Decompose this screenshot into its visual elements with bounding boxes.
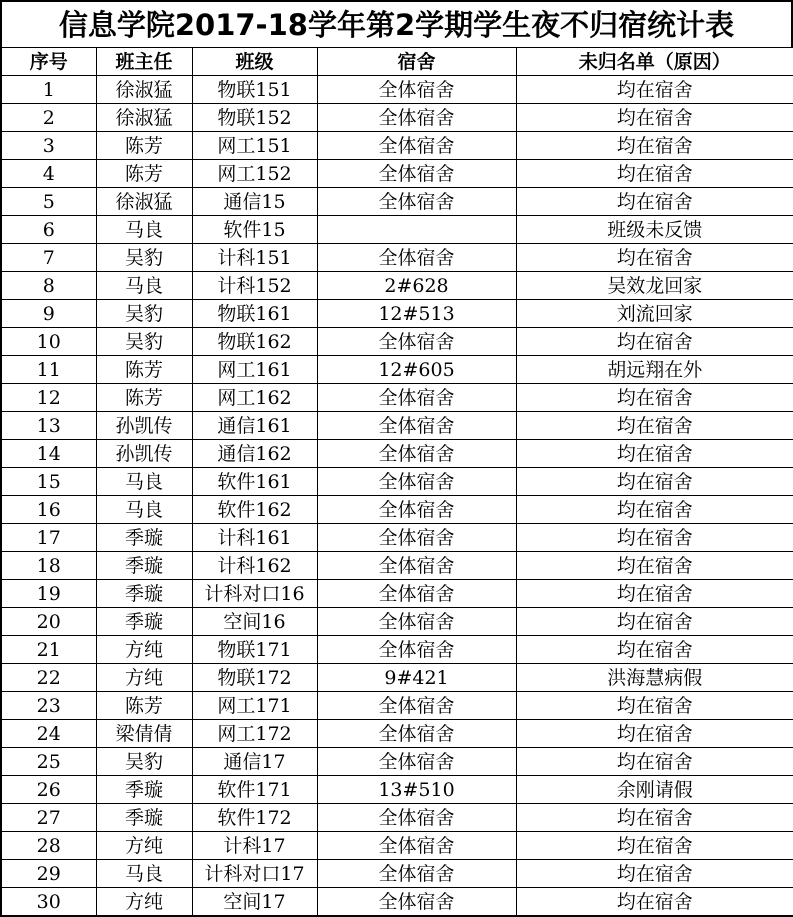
cell-absent: 余刚请假: [516, 776, 793, 804]
cell-class: 计科对口17: [192, 860, 317, 888]
table-row: [1, 328, 793, 356]
cell-class: 计科152: [192, 272, 317, 300]
col-header-dorm: 宿舍: [317, 48, 516, 76]
cell-class: 软件161: [192, 468, 317, 496]
cell-dorm: 全体宿舍: [317, 860, 516, 888]
cell-class: 物联171: [192, 636, 317, 664]
cell-absent: 均在宿舍: [516, 860, 793, 888]
cell-no: 19: [1, 580, 96, 608]
cell-dorm: 全体宿舍: [317, 804, 516, 832]
cell-teacher: 季璇: [96, 552, 192, 580]
cell-teacher: 徐淑猛: [96, 104, 192, 132]
table-row: [1, 524, 793, 552]
table-row: [1, 636, 793, 664]
cell-absent: 均在宿舍: [516, 76, 793, 104]
cell-dorm: 全体宿舍: [317, 412, 516, 440]
cell-teacher: 陈芳: [96, 384, 192, 412]
cell-dorm: 12#513: [317, 300, 516, 328]
cell-teacher: 徐淑猛: [96, 188, 192, 216]
cell-dorm: [317, 216, 516, 244]
cell-teacher: 方纯: [96, 636, 192, 664]
cell-dorm: 全体宿舍: [317, 104, 516, 132]
cell-dorm: 全体宿舍: [317, 748, 516, 776]
table-row: [1, 608, 793, 636]
cell-no: 11: [1, 356, 96, 384]
table-row: [1, 692, 793, 720]
col-header-absent: 未归名单（原因）: [516, 48, 793, 76]
col-header-teacher: 班主任: [96, 48, 192, 76]
cell-no: 23: [1, 692, 96, 720]
cell-absent: 均在宿舍: [516, 720, 793, 748]
cell-class: 网工161: [192, 356, 317, 384]
cell-teacher: 徐淑猛: [96, 76, 192, 104]
cell-dorm: 全体宿舍: [317, 76, 516, 104]
cell-class: 空间17: [192, 888, 317, 917]
cell-dorm: 全体宿舍: [317, 580, 516, 608]
cell-dorm: 全体宿舍: [317, 888, 516, 917]
table-row: [1, 104, 793, 132]
cell-dorm: 13#510: [317, 776, 516, 804]
cell-no: 28: [1, 832, 96, 860]
cell-absent: 均在宿舍: [516, 160, 793, 188]
cell-no: 2: [1, 104, 96, 132]
cell-no: 5: [1, 188, 96, 216]
cell-absent: 均在宿舍: [516, 636, 793, 664]
cell-teacher: 马良: [96, 468, 192, 496]
cell-teacher: 季璇: [96, 776, 192, 804]
cell-teacher: 陈芳: [96, 132, 192, 160]
cell-absent: 均在宿舍: [516, 440, 793, 468]
cell-class: 空间16: [192, 608, 317, 636]
table-row: [1, 776, 793, 804]
table-row: [1, 832, 793, 860]
cell-dorm: 12#605: [317, 356, 516, 384]
cell-no: 27: [1, 804, 96, 832]
cell-class: 计科161: [192, 524, 317, 552]
cell-class: 网工172: [192, 720, 317, 748]
cell-class: 网工162: [192, 384, 317, 412]
cell-dorm: 全体宿舍: [317, 832, 516, 860]
cell-dorm: 全体宿舍: [317, 384, 516, 412]
cell-teacher: 陈芳: [96, 692, 192, 720]
table-row: [1, 188, 793, 216]
col-header-class: 班级: [192, 48, 317, 76]
table-row: [1, 160, 793, 188]
table-row: [1, 580, 793, 608]
cell-teacher: 方纯: [96, 888, 192, 917]
table-row: [1, 804, 793, 832]
cell-no: 30: [1, 888, 96, 917]
cell-dorm: 全体宿舍: [317, 552, 516, 580]
cell-dorm: 9#421: [317, 664, 516, 692]
cell-teacher: 马良: [96, 860, 192, 888]
table-row: [1, 76, 793, 104]
cell-no: 7: [1, 244, 96, 272]
cell-class: 软件172: [192, 804, 317, 832]
cell-teacher: 吴豹: [96, 244, 192, 272]
table-row: [1, 468, 793, 496]
cell-no: 13: [1, 412, 96, 440]
cell-absent: 均在宿舍: [516, 384, 793, 412]
cell-no: 3: [1, 132, 96, 160]
cell-absent: 均在宿舍: [516, 692, 793, 720]
cell-no: 16: [1, 496, 96, 524]
table-row: [1, 888, 793, 917]
cell-teacher: 马良: [96, 272, 192, 300]
cell-absent: 均在宿舍: [516, 580, 793, 608]
cell-class: 通信17: [192, 748, 317, 776]
cell-class: 物联161: [192, 300, 317, 328]
cell-dorm: 全体宿舍: [317, 608, 516, 636]
cell-absent: 吴效龙回家: [516, 272, 793, 300]
cell-no: 25: [1, 748, 96, 776]
cell-dorm: 全体宿舍: [317, 132, 516, 160]
cell-class: 物联172: [192, 664, 317, 692]
table-row: [1, 496, 793, 524]
cell-absent: 均在宿舍: [516, 804, 793, 832]
cell-class: 计科17: [192, 832, 317, 860]
cell-teacher: 季璇: [96, 524, 192, 552]
header-row: [1, 48, 793, 76]
cell-no: 21: [1, 636, 96, 664]
cell-absent: 刘流回家: [516, 300, 793, 328]
cell-no: 4: [1, 160, 96, 188]
table-row: [1, 244, 793, 272]
cell-class: 软件171: [192, 776, 317, 804]
cell-class: 计科151: [192, 244, 317, 272]
cell-absent: 均在宿舍: [516, 468, 793, 496]
table-row: [1, 440, 793, 468]
cell-class: 物联162: [192, 328, 317, 356]
cell-absent: 均在宿舍: [516, 132, 793, 160]
cell-class: 物联152: [192, 104, 317, 132]
cell-teacher: 孙凯传: [96, 412, 192, 440]
table-row: [1, 720, 793, 748]
cell-absent: 均在宿舍: [516, 244, 793, 272]
cell-absent: 均在宿舍: [516, 328, 793, 356]
cell-dorm: 全体宿舍: [317, 524, 516, 552]
cell-no: 1: [1, 76, 96, 104]
cell-teacher: 季璇: [96, 580, 192, 608]
cell-absent: 均在宿舍: [516, 412, 793, 440]
stats-table: [0, 47, 793, 917]
cell-dorm: 全体宿舍: [317, 244, 516, 272]
cell-dorm: 全体宿舍: [317, 468, 516, 496]
cell-class: 计科对口16: [192, 580, 317, 608]
table-row: [1, 216, 793, 244]
cell-no: 8: [1, 272, 96, 300]
cell-absent: 均在宿舍: [516, 496, 793, 524]
cell-dorm: 全体宿舍: [317, 496, 516, 524]
cell-no: 15: [1, 468, 96, 496]
table-row: [1, 384, 793, 412]
sheet-title: 信息学院2017-18学年第2学期学生夜不归宿统计表: [0, 0, 793, 47]
cell-absent: 均在宿舍: [516, 188, 793, 216]
cell-absent: 均在宿舍: [516, 552, 793, 580]
cell-teacher: 梁倩倩: [96, 720, 192, 748]
table-row: [1, 132, 793, 160]
cell-teacher: 孙凯传: [96, 440, 192, 468]
table-row: [1, 356, 793, 384]
table-row: [1, 300, 793, 328]
cell-class: 物联151: [192, 76, 317, 104]
cell-class: 网工152: [192, 160, 317, 188]
cell-dorm: 全体宿舍: [317, 692, 516, 720]
cell-class: 软件15: [192, 216, 317, 244]
cell-no: 22: [1, 664, 96, 692]
cell-teacher: 方纯: [96, 832, 192, 860]
cell-class: 网工171: [192, 692, 317, 720]
cell-no: 9: [1, 300, 96, 328]
cell-teacher: 方纯: [96, 664, 192, 692]
cell-class: 计科162: [192, 552, 317, 580]
cell-no: 24: [1, 720, 96, 748]
cell-dorm: 全体宿舍: [317, 160, 516, 188]
cell-class: 通信161: [192, 412, 317, 440]
cell-no: 26: [1, 776, 96, 804]
cell-teacher: 陈芳: [96, 356, 192, 384]
cell-teacher: 季璇: [96, 804, 192, 832]
table-row: [1, 412, 793, 440]
cell-no: 20: [1, 608, 96, 636]
cell-absent: 均在宿舍: [516, 832, 793, 860]
col-header-no: 序号: [1, 48, 96, 76]
cell-class: 通信15: [192, 188, 317, 216]
cell-absent: 班级未反馈: [516, 216, 793, 244]
cell-dorm: 全体宿舍: [317, 440, 516, 468]
cell-class: 软件162: [192, 496, 317, 524]
cell-absent: 均在宿舍: [516, 524, 793, 552]
table-row: [1, 272, 793, 300]
cell-no: 6: [1, 216, 96, 244]
cell-no: 17: [1, 524, 96, 552]
table-row: [1, 552, 793, 580]
cell-teacher: 吴豹: [96, 748, 192, 776]
cell-dorm: 全体宿舍: [317, 328, 516, 356]
cell-teacher: 季璇: [96, 608, 192, 636]
cell-absent: 均在宿舍: [516, 748, 793, 776]
cell-teacher: 吴豹: [96, 328, 192, 356]
cell-absent: 均在宿舍: [516, 608, 793, 636]
cell-absent: 洪海慧病假: [516, 664, 793, 692]
cell-class: 通信162: [192, 440, 317, 468]
cell-no: 18: [1, 552, 96, 580]
cell-class: 网工151: [192, 132, 317, 160]
cell-teacher: 马良: [96, 496, 192, 524]
table-body: [1, 76, 793, 917]
cell-teacher: 吴豹: [96, 300, 192, 328]
table-row: [1, 748, 793, 776]
table-row: [1, 860, 793, 888]
cell-dorm: 全体宿舍: [317, 720, 516, 748]
cell-dorm: 全体宿舍: [317, 188, 516, 216]
cell-absent: 均在宿舍: [516, 888, 793, 917]
cell-teacher: 陈芳: [96, 160, 192, 188]
cell-dorm: 全体宿舍: [317, 636, 516, 664]
cell-no: 14: [1, 440, 96, 468]
cell-no: 12: [1, 384, 96, 412]
table-row: [1, 664, 793, 692]
cell-dorm: 2#628: [317, 272, 516, 300]
cell-absent: 胡远翔在外: [516, 356, 793, 384]
cell-no: 10: [1, 328, 96, 356]
cell-no: 29: [1, 860, 96, 888]
cell-absent: 均在宿舍: [516, 104, 793, 132]
cell-teacher: 马良: [96, 216, 192, 244]
